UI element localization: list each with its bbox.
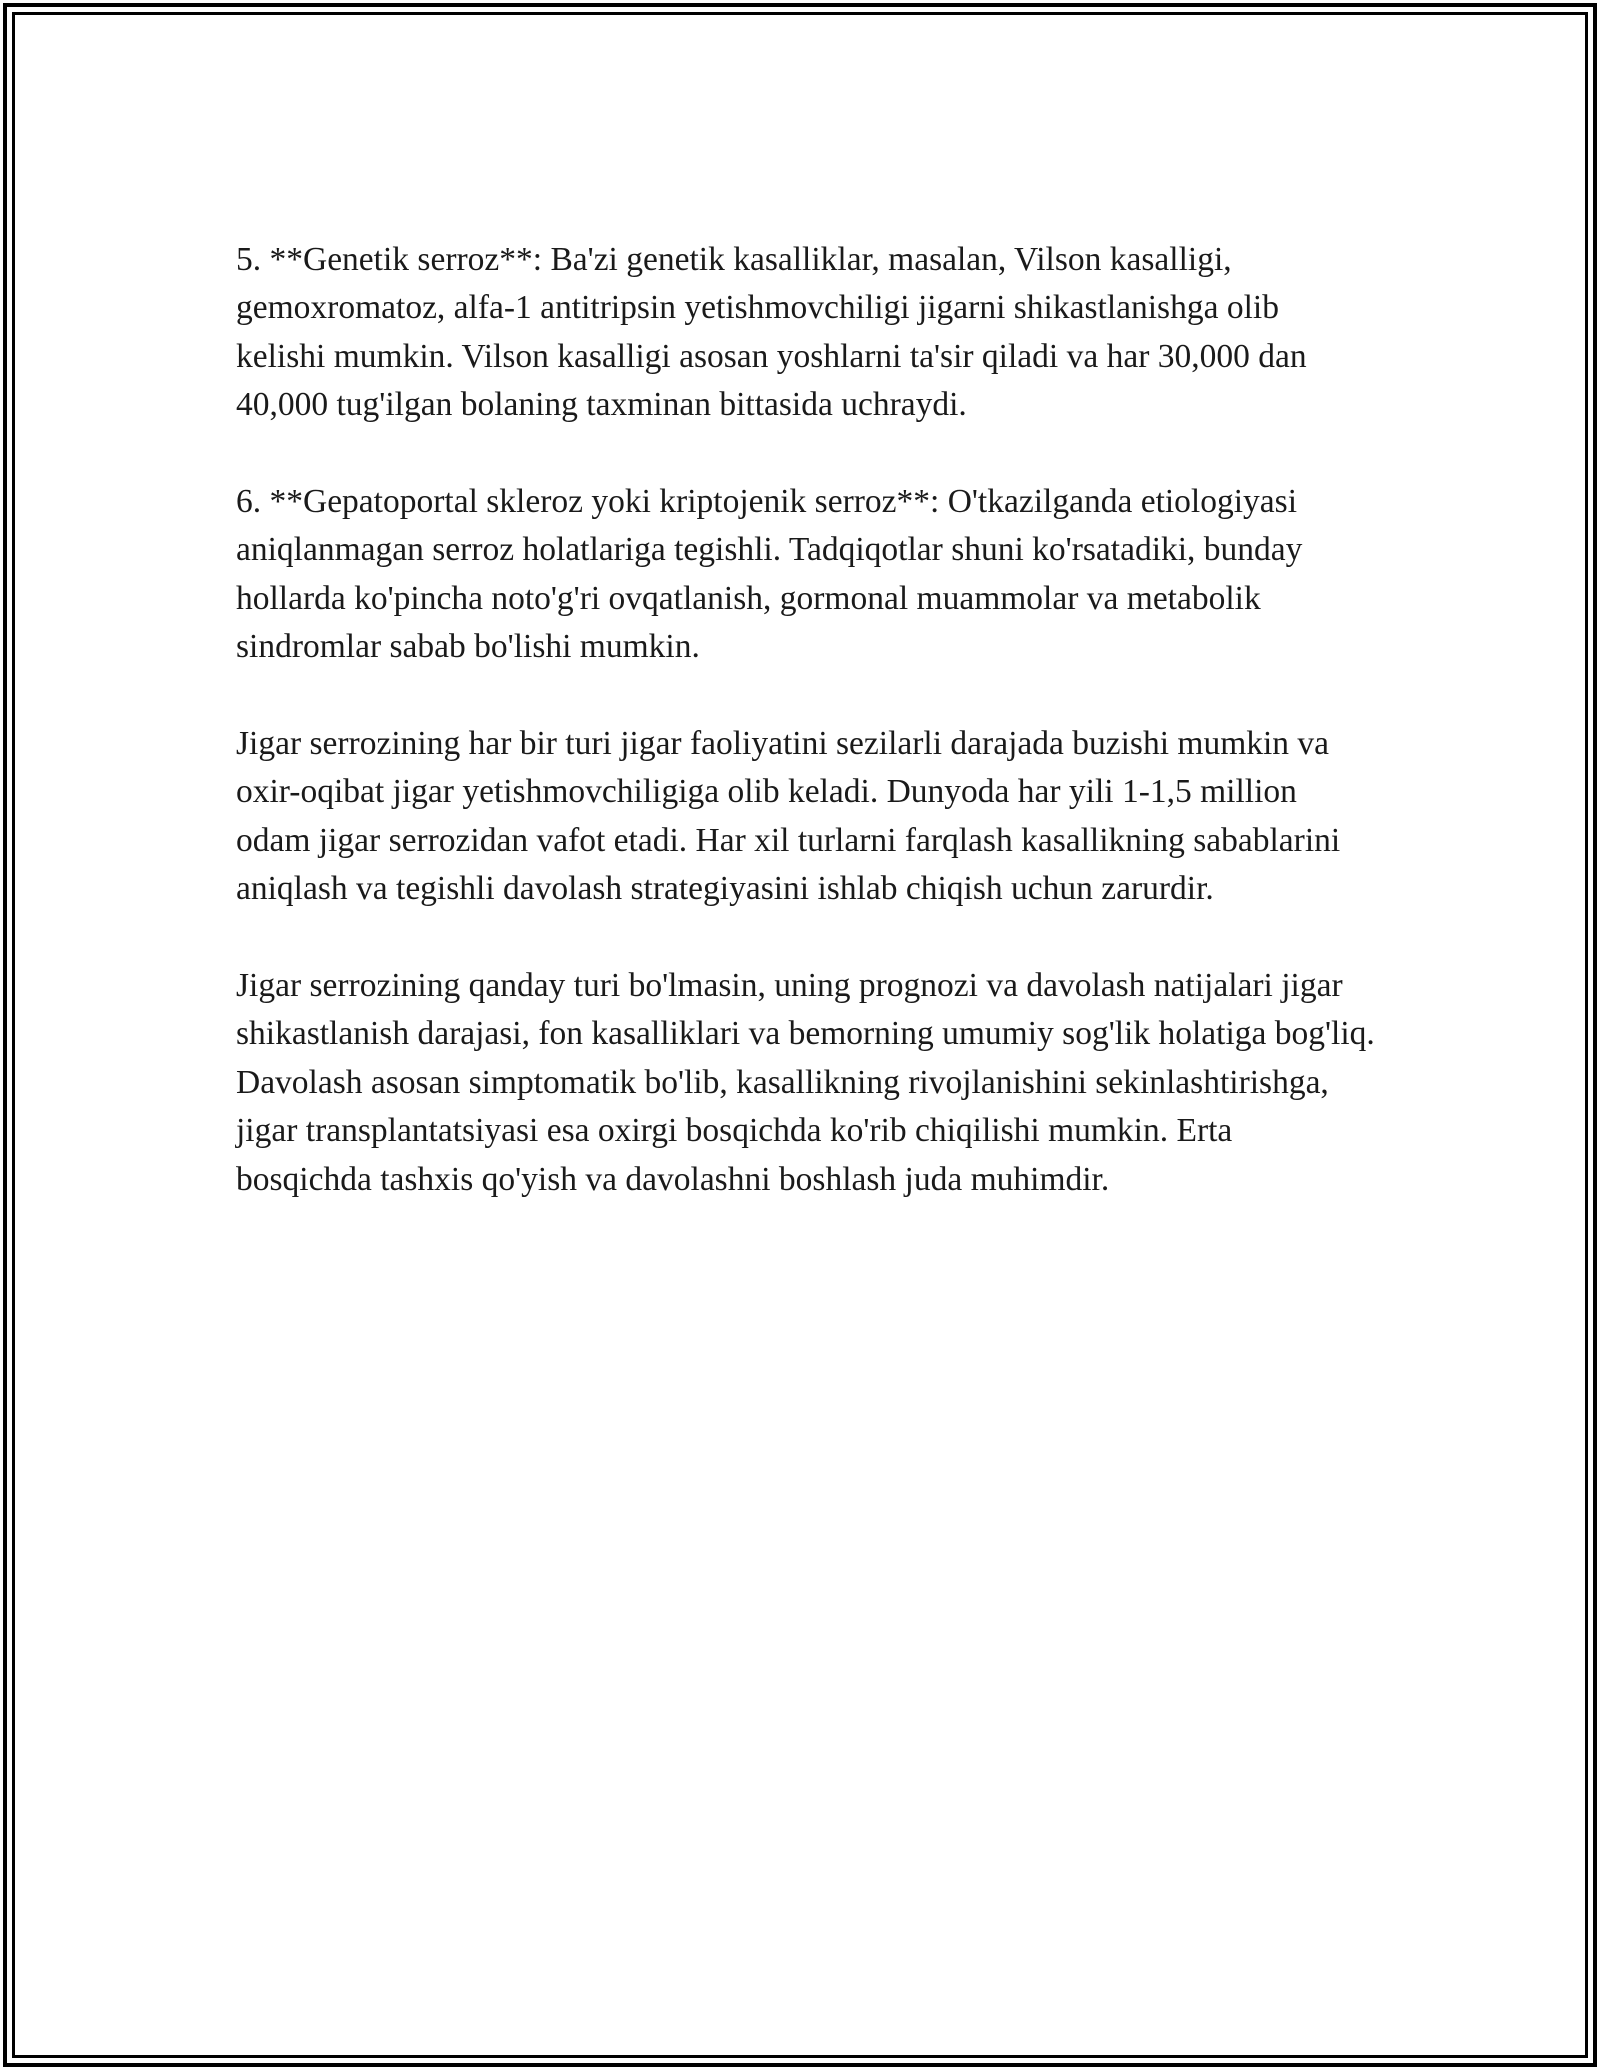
paragraph-genetic-cirrhosis: 5. **Genetik serroz**: Ba'zi genetik kasalliklar, masalan, Vilson kasalligi, gemoxromatoz, alfa-1 antitripsin yetishmovchiligi jigarni shikastlanishga olib kelishi mumkin. Vilson kasalligi asosan yoshlarni ta'sir qiladi va har 30,000 dan 40,000 tug'ilgan bolaning taxminan bittasida uchraydi.: [236, 241, 1307, 424]
document-body: [236, 236, 1376, 1252]
paragraph-cirrhosis-impact: Jigar serrozining har bir turi jigar faoliyatini sezilarli darajada buzishi mumkin va oxir-oqibat jigar yetishmovchiligiga olib keladi. Dunyoda har yili 1-1,5 million odam jigar serrozidan vafot etadi. Har xil turlarni farqlash kasallikning sabablarini aniqlash va tegishli davolash strategiyasini ishlab chiqish uchun zarurdir.: [236, 725, 1341, 908]
paragraph-cryptogenic-cirrhosis: 6. **Gepatoportal skleroz yoki kriptojenik serroz**: O'tkazilganda etiologiyasi aniqlanmagan serroz holatlariga tegishli. Tadqiqotlar shuni ko'rsatadiki, bunday hollarda ko'pincha noto'g'ri ovqatlanish, gormonal muammolar va metabolik sindromlar sabab bo'lishi mumkin.: [236, 483, 1303, 666]
paragraph-prognosis-treatment: Jigar serrozining qanday turi bo'lmasin, uning prognozi va davolash natijalari jigar shikastlanish darajasi, fon kasalliklari va bemorning umumiy sog'lik holatiga bog'liq. Davolash asosan simptomatik bo'lib, kasallikning rivojlanishini sekinlashtirishga, jigar transplantatsiyasi esa oxirgi bosqichda ko'rib chiqilishi mumkin. Erta bosqichda tashxis qo'yish va davolashni boshlash juda muhimdir.: [236, 967, 1375, 1198]
